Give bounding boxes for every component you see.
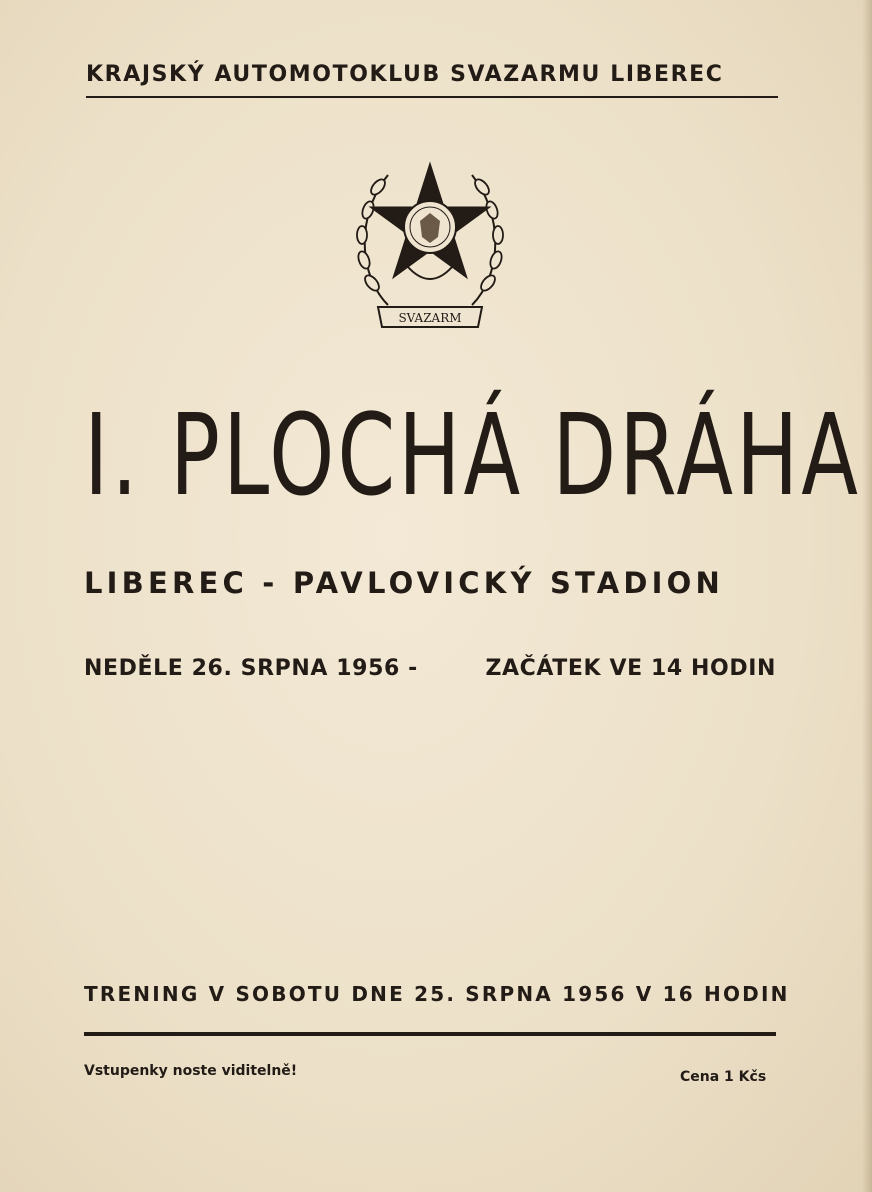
ticket-notice: Vstupenky noste viditelně! — [84, 1063, 298, 1079]
event-date: NEDĚLE 26. SRPNA 1956 - — [84, 656, 418, 681]
bottom-rule — [84, 1032, 776, 1036]
header-rule — [86, 96, 778, 98]
emblem-label: SVAZARM — [398, 311, 462, 325]
svazarm-emblem-icon — [348, 155, 512, 345]
event-title: I. PLOCHÁ DRÁHA — [84, 391, 861, 521]
club-header: KRAJSKÝ AUTOMOTOKLUB SVAZARMU LIBEREC — [86, 62, 724, 87]
price: Cena 1 Kčs — [680, 1069, 767, 1085]
training-info: TRENING V SOBOTU DNE 25. SRPNA 1956 V 16 HODIN — [84, 982, 790, 1006]
paper-edge — [862, 0, 872, 1192]
venue: LIBEREC - PAVLOVICKÝ STADION — [84, 566, 724, 600]
start-time: ZAČÁTEK VE 14 HODIN — [485, 656, 776, 681]
